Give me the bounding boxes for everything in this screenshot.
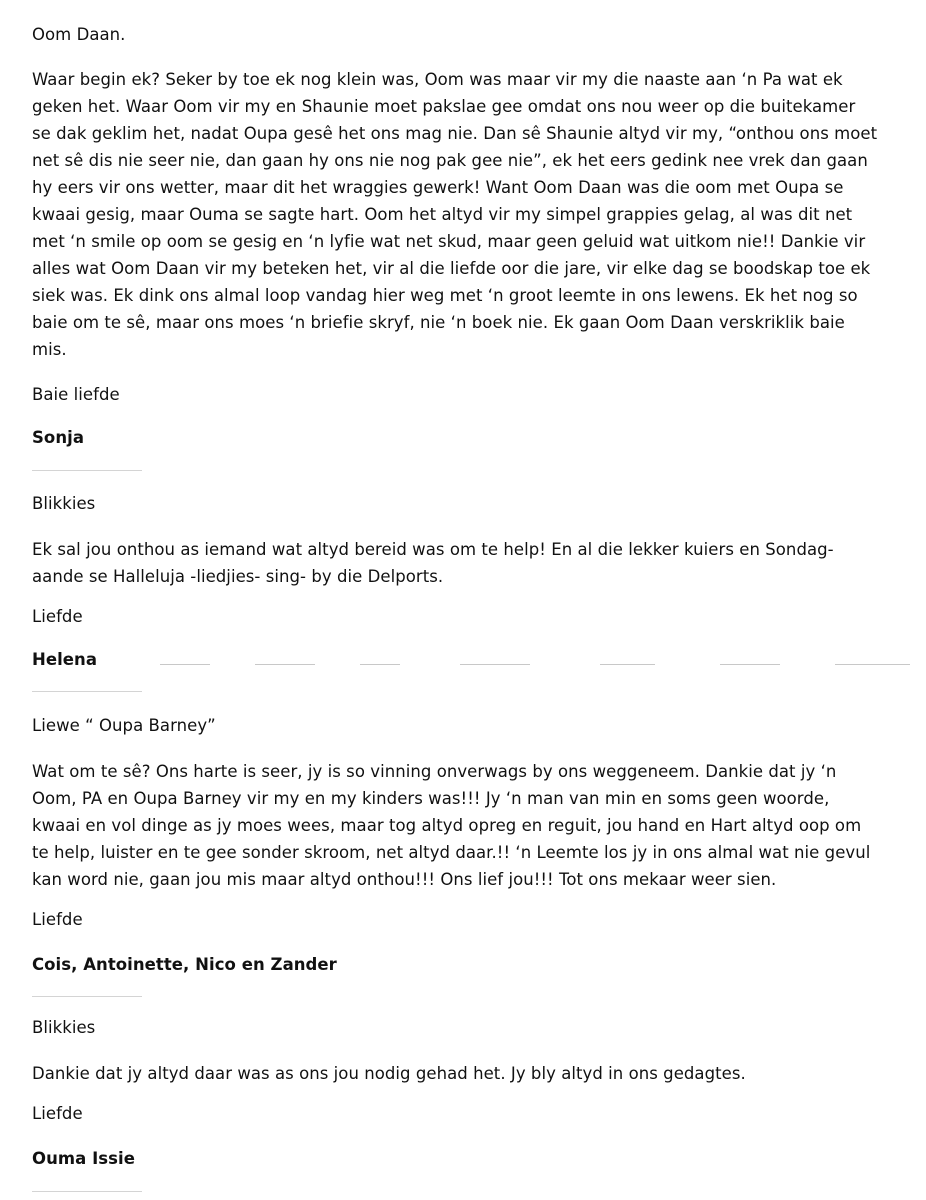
scan-mark (460, 664, 530, 665)
letter-signature: Helena (32, 650, 98, 669)
letter-body-line: Waar begin ek? Seker by toe ek nog klein was, Oom was maar vir my die naaste aan ‘n Pa wat ek (32, 70, 843, 89)
letter-body-line: geken het. Waar Oom vir my en Shaunie moet pakslae gee omdat ons nou weer op die buitekamer (32, 97, 856, 116)
letter-body-line: kwaai en vol dinge as jy moes wees, maar tog altyd opreg en reguit, jou hand en Hart altyd oop om (32, 816, 862, 835)
scan-mark (600, 664, 655, 665)
letter-body-line: hy eers vir ons wetter, maar dit het wraggies gewerk! Want Oom Daan was die oom met Oupa se (32, 178, 844, 197)
letter-salutation: Oom Daan. (32, 25, 126, 44)
letter-body-line: baie om te sê, maar ons moes ‘n briefie skryf, nie ‘n boek nie. Ek gaan Oom Daan verskriklik baie (32, 313, 845, 332)
letter-body-line: alles wat Oom Daan vir my beteken het, vir al die liefde oor die jare, vir elke dag se boodskap toe ek (32, 259, 871, 278)
letter-body-line: mis. (32, 340, 67, 359)
letter-signature: Sonja (32, 428, 85, 447)
letter-body-line: kan word nie, gaan jou mis maar altyd onthou!!! Ons lief jou!!! Tot ons mekaar weer sien. (32, 870, 777, 889)
letter-salutation: Blikkies (32, 1018, 96, 1037)
section-divider (32, 691, 142, 692)
section-divider (32, 1191, 142, 1192)
section-divider (32, 996, 142, 997)
scan-mark (255, 664, 315, 665)
letter-body-line: Wat om te sê? Ons harte is seer, jy is so vinning onverwags by ons weggeneem. Dankie dat jy ‘n (32, 762, 837, 781)
letter-body-line: Ek sal jou onthou as iemand wat altyd bereid was om te help! En al die lekker kuiers en Sondag- (32, 540, 834, 559)
letter-salutation: Blikkies (32, 494, 96, 513)
letter-salutation: Liewe “ Oupa Barney” (32, 716, 216, 735)
letter-body-line: net sê dis nie seer nie, dan gaan hy ons nie nog pak gee nie”, ek het eers gedink nee vrek dan gaan (32, 151, 868, 170)
letter-body-line: se dak geklim het, nadat Oupa gesê het ons mag nie. Dan sê Shaunie altyd vir my, “onthou ons moet (32, 124, 878, 143)
letter-body-line: kwaai gesig, maar Ouma se sagte hart. Oom het altyd vir my simpel grappies gelag, al was dit net (32, 205, 853, 224)
scan-mark (160, 664, 210, 665)
scan-mark (360, 664, 400, 665)
letter-body-line: te help, luister en te gee sonder skroom, net altyd daar.!! ‘n Leemte los jy in ons almal wat nie gevul (32, 843, 871, 862)
letter-signature: Ouma Issie (32, 1149, 135, 1168)
letter-closing: Liefde (32, 607, 83, 626)
letter-body-line: Dankie dat jy altyd daar was as ons jou nodig gehad het. Jy bly altyd in ons gedagtes. (32, 1064, 746, 1083)
letter-body-line: met ‘n smile op oom se gesig en ‘n lyfie wat net skud, maar geen geluid wat uitkom nie!! Dankie vir (32, 232, 866, 251)
letter-closing: Baie liefde (32, 385, 120, 404)
letter-body-line: aande se Halleluja -liedjies- sing- by die Delports. (32, 567, 444, 586)
section-divider (32, 470, 142, 471)
scan-mark (835, 664, 910, 665)
letter-body-line: Oom, PA en Oupa Barney vir my en my kinders was!!! Jy ‘n man van min en soms geen woorde, (32, 789, 830, 808)
letter-body-line: siek was. Ek dink ons almal loop vandag hier weg met ‘n groot leemte in ons lewens. Ek het nog so (32, 286, 858, 305)
letter-closing: Liefde (32, 910, 83, 929)
scan-mark (720, 664, 780, 665)
letter-closing: Liefde (32, 1104, 83, 1123)
letter-signature: Cois, Antoinette, Nico en Zander (32, 955, 337, 974)
